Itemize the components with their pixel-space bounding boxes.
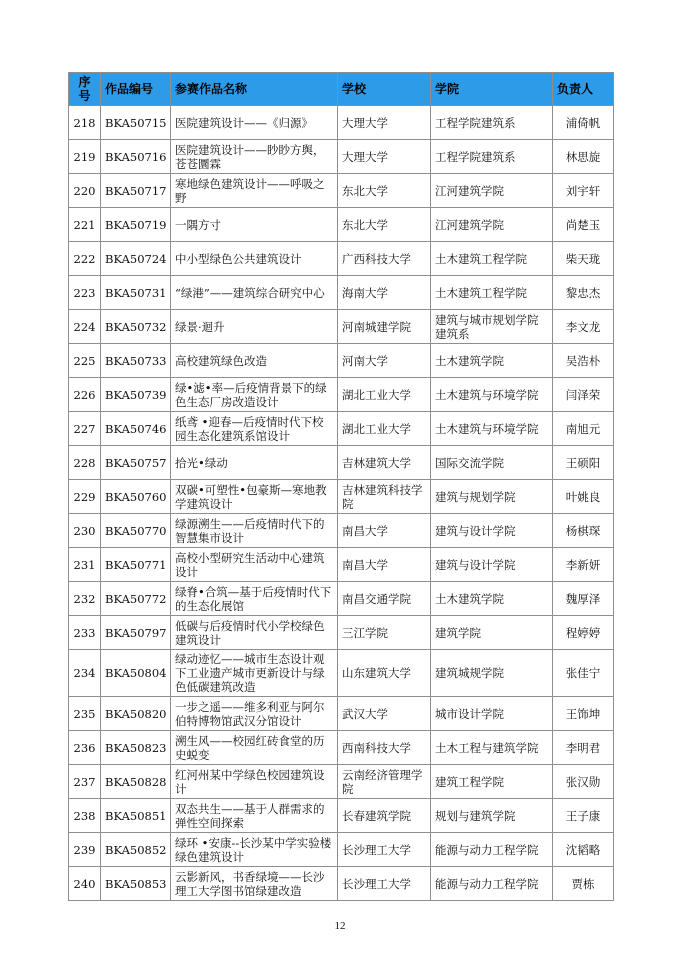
cell-serial: 226 xyxy=(69,378,101,412)
cell-leader: 李文龙 xyxy=(553,310,614,344)
cell-school: 三江学院 xyxy=(338,616,431,650)
table-body xyxy=(69,106,614,901)
cell-serial: 231 xyxy=(69,548,101,582)
cell-school: 南昌大学 xyxy=(338,548,431,582)
cell-school: 大理大学 xyxy=(338,140,431,174)
cell-leader: 柴天珑 xyxy=(553,242,614,276)
cell-leader: 闫泽荣 xyxy=(553,378,614,412)
cell-serial: 239 xyxy=(69,833,101,867)
cell-code: BKA50820 xyxy=(101,697,171,731)
cell-college: 建筑与规划学院 xyxy=(431,480,553,514)
cell-college: 土木建筑与环境学院 xyxy=(431,378,553,412)
cell-leader: 沈韬略 xyxy=(553,833,614,867)
cell-title: 医院建筑设计——《归源》 xyxy=(171,106,338,140)
cell-title: 医院建筑设计——眇眇方舆，苍苍圜霖 xyxy=(171,140,338,174)
cell-school: 长春建筑学院 xyxy=(338,799,431,833)
cell-code: BKA50732 xyxy=(101,310,171,344)
cell-serial: 222 xyxy=(69,242,101,276)
cell-college: 能源与动力工程学院 xyxy=(431,833,553,867)
cell-title: 拾光•绿动 xyxy=(171,446,338,480)
page-number: 12 xyxy=(334,920,346,932)
cell-code: BKA50716 xyxy=(101,140,171,174)
cell-leader: 浦倚帆 xyxy=(553,106,614,140)
cell-serial: 225 xyxy=(69,344,101,378)
cell-school: 东北大学 xyxy=(338,174,431,208)
cell-school: 河南城建学院 xyxy=(338,310,431,344)
header-title: 参赛作品名称 xyxy=(171,73,338,106)
cell-college: 国际交流学院 xyxy=(431,446,553,480)
cell-school: 湖北工业大学 xyxy=(338,412,431,446)
cell-college: 建筑学院 xyxy=(431,616,553,650)
cell-leader: 南旭元 xyxy=(553,412,614,446)
header-school: 学校 xyxy=(338,73,431,106)
cell-code: BKA50823 xyxy=(101,731,171,765)
cell-serial: 227 xyxy=(69,412,101,446)
cell-code: BKA50772 xyxy=(101,582,171,616)
cell-title: 一隅方寸 xyxy=(171,208,338,242)
table-row xyxy=(69,378,614,412)
cell-code: BKA50733 xyxy=(101,344,171,378)
cell-school: 武汉大学 xyxy=(338,697,431,731)
cell-serial: 232 xyxy=(69,582,101,616)
cell-serial: 233 xyxy=(69,616,101,650)
cell-code: BKA50852 xyxy=(101,833,171,867)
cell-title: 双碳•可塑性•包豪斯—寒地教学建筑设计 xyxy=(171,480,338,514)
cell-school: 大理大学 xyxy=(338,106,431,140)
cell-college: 建筑与设计学院 xyxy=(431,514,553,548)
cell-title: 双态共生——基于人群需求的弹性空间探索 xyxy=(171,799,338,833)
cell-school: 河南大学 xyxy=(338,344,431,378)
cell-serial: 224 xyxy=(69,310,101,344)
cell-serial: 237 xyxy=(69,765,101,799)
table-row xyxy=(69,765,614,799)
cell-title: 高校小型研究生活动中心建筑设计 xyxy=(171,548,338,582)
cell-leader: 刘宇轩 xyxy=(553,174,614,208)
cell-college: 能源与动力工程学院 xyxy=(431,867,553,901)
cell-title: 低碳与后疫情时代小学校绿色建筑设计 xyxy=(171,616,338,650)
cell-leader: 魏厚泽 xyxy=(553,582,614,616)
cell-school: 南昌大学 xyxy=(338,514,431,548)
table-row xyxy=(69,799,614,833)
cell-school: 广西科技大学 xyxy=(338,242,431,276)
cell-code: BKA50739 xyxy=(101,378,171,412)
cell-school: 吉林建筑大学 xyxy=(338,446,431,480)
cell-serial: 220 xyxy=(69,174,101,208)
cell-title: 纸鸢 •迎春—后疫情时代下校园生态化建筑系馆设计 xyxy=(171,412,338,446)
cell-title: 绿动迹忆——城市生态设计观下工业遗产城市更新设计与绿色低碳建筑改造 xyxy=(171,650,338,697)
header-row xyxy=(69,73,614,106)
table-row xyxy=(69,548,614,582)
cell-serial: 228 xyxy=(69,446,101,480)
cell-leader: 贾栋 xyxy=(553,867,614,901)
cell-serial: 229 xyxy=(69,480,101,514)
table-row xyxy=(69,412,614,446)
cell-leader: 李明君 xyxy=(553,731,614,765)
cell-title: 绿•滤•率—后疫情背景下的绿色生态厂房改造设计 xyxy=(171,378,338,412)
cell-serial: 235 xyxy=(69,697,101,731)
table-row xyxy=(69,514,614,548)
cell-title: 溯生风——校园红砖食堂的历史蜕变 xyxy=(171,731,338,765)
cell-title: 绿环 •安康--长沙某中学实验楼绿色建筑设计 xyxy=(171,833,338,867)
cell-school: 南昌交通学院 xyxy=(338,582,431,616)
table-row xyxy=(69,867,614,901)
cell-title: 中小型绿色公共建筑设计 xyxy=(171,242,338,276)
cell-college: 工程学院建筑系 xyxy=(431,106,553,140)
table-row xyxy=(69,208,614,242)
cell-code: BKA50731 xyxy=(101,276,171,310)
cell-code: BKA50770 xyxy=(101,514,171,548)
cell-leader: 王硕阳 xyxy=(553,446,614,480)
cell-serial: 230 xyxy=(69,514,101,548)
cell-college: 土木建筑学院 xyxy=(431,582,553,616)
table-row xyxy=(69,731,614,765)
cell-title: 红河州某中学绿色校园建筑设计 xyxy=(171,765,338,799)
cell-serial: 221 xyxy=(69,208,101,242)
cell-school: 云南经济管理学院 xyxy=(338,765,431,799)
cell-college: 建筑与城市规划学院建筑系 xyxy=(431,310,553,344)
cell-title: “绿港”——建筑综合研究中心 xyxy=(171,276,338,310)
cell-college: 规划与建筑学院 xyxy=(431,799,553,833)
cell-school: 海南大学 xyxy=(338,276,431,310)
cell-school: 长沙理工大学 xyxy=(338,867,431,901)
table-row xyxy=(69,616,614,650)
cell-code: BKA50760 xyxy=(101,480,171,514)
cell-college: 土木建筑工程学院 xyxy=(431,276,553,310)
cell-title: 寒地绿色建筑设计——呼吸之野 xyxy=(171,174,338,208)
table-row xyxy=(69,833,614,867)
cell-title: 绿景·迴升 xyxy=(171,310,338,344)
cell-leader: 张佳宁 xyxy=(553,650,614,697)
cell-college: 建筑与设计学院 xyxy=(431,548,553,582)
table-row xyxy=(69,480,614,514)
cell-college: 土木建筑工程学院 xyxy=(431,242,553,276)
cell-code: BKA50757 xyxy=(101,446,171,480)
cell-title: 高校建筑绿色改造 xyxy=(171,344,338,378)
cell-school: 西南科技大学 xyxy=(338,731,431,765)
header-serial: 序号 xyxy=(69,73,101,106)
cell-leader: 王饰坤 xyxy=(553,697,614,731)
cell-title: 一步之遥——维多利亚与阿尔伯特博物馆武汉分馆设计 xyxy=(171,697,338,731)
header-leader: 负责人 xyxy=(553,73,614,106)
cell-college: 工程学院建筑系 xyxy=(431,140,553,174)
table-row xyxy=(69,174,614,208)
cell-code: BKA50828 xyxy=(101,765,171,799)
cell-college: 土木建筑学院 xyxy=(431,344,553,378)
cell-leader: 李新妍 xyxy=(553,548,614,582)
cell-school: 山东建筑大学 xyxy=(338,650,431,697)
cell-code: BKA50719 xyxy=(101,208,171,242)
awards-table xyxy=(68,72,614,901)
table-row xyxy=(69,697,614,731)
cell-code: BKA50717 xyxy=(101,174,171,208)
cell-code: BKA50724 xyxy=(101,242,171,276)
cell-school: 湖北工业大学 xyxy=(338,378,431,412)
cell-leader: 程婷婷 xyxy=(553,616,614,650)
cell-leader: 张汉勋 xyxy=(553,765,614,799)
cell-code: BKA50715 xyxy=(101,106,171,140)
header-college: 学院 xyxy=(431,73,553,106)
cell-code: BKA50853 xyxy=(101,867,171,901)
cell-code: BKA50771 xyxy=(101,548,171,582)
cell-code: BKA50804 xyxy=(101,650,171,697)
cell-college: 土木建筑与环境学院 xyxy=(431,412,553,446)
cell-college: 城市设计学院 xyxy=(431,697,553,731)
cell-serial: 238 xyxy=(69,799,101,833)
cell-serial: 240 xyxy=(69,867,101,901)
cell-leader: 王子康 xyxy=(553,799,614,833)
table-row xyxy=(69,242,614,276)
cell-leader: 林思旋 xyxy=(553,140,614,174)
cell-college: 建筑城规学院 xyxy=(431,650,553,697)
cell-leader: 黎忠杰 xyxy=(553,276,614,310)
cell-college: 土木工程与建筑学院 xyxy=(431,731,553,765)
cell-serial: 223 xyxy=(69,276,101,310)
table-row xyxy=(69,446,614,480)
table-row xyxy=(69,344,614,378)
cell-code: BKA50797 xyxy=(101,616,171,650)
cell-code: BKA50746 xyxy=(101,412,171,446)
table-row xyxy=(69,276,614,310)
cell-school: 东北大学 xyxy=(338,208,431,242)
cell-college: 江河建筑学院 xyxy=(431,208,553,242)
cell-serial: 236 xyxy=(69,731,101,765)
cell-serial: 219 xyxy=(69,140,101,174)
cell-serial: 234 xyxy=(69,650,101,697)
cell-leader: 叶姚良 xyxy=(553,480,614,514)
cell-title: 云影新风，书香绿境——长沙理工大学图书馆绿建改造 xyxy=(171,867,338,901)
cell-serial: 218 xyxy=(69,106,101,140)
cell-title: 绿脊•合筑—基于后疫情时代下的生态化展馆 xyxy=(171,582,338,616)
table-row xyxy=(69,106,614,140)
cell-school: 吉林建筑科技学院 xyxy=(338,480,431,514)
cell-college: 建筑工程学院 xyxy=(431,765,553,799)
cell-leader: 尚楚玉 xyxy=(553,208,614,242)
cell-code: BKA50851 xyxy=(101,799,171,833)
header-code: 作品编号 xyxy=(101,73,171,106)
cell-title: 绿源溯生——后疫情时代下的智慧集市设计 xyxy=(171,514,338,548)
cell-college: 江河建筑学院 xyxy=(431,174,553,208)
table-row xyxy=(69,650,614,697)
table-row xyxy=(69,582,614,616)
table-header xyxy=(69,73,614,106)
cell-leader: 吴浩朴 xyxy=(553,344,614,378)
table-row xyxy=(69,140,614,174)
cell-leader: 杨棋琛 xyxy=(553,514,614,548)
cell-school: 长沙理工大学 xyxy=(338,833,431,867)
table-row xyxy=(69,310,614,344)
